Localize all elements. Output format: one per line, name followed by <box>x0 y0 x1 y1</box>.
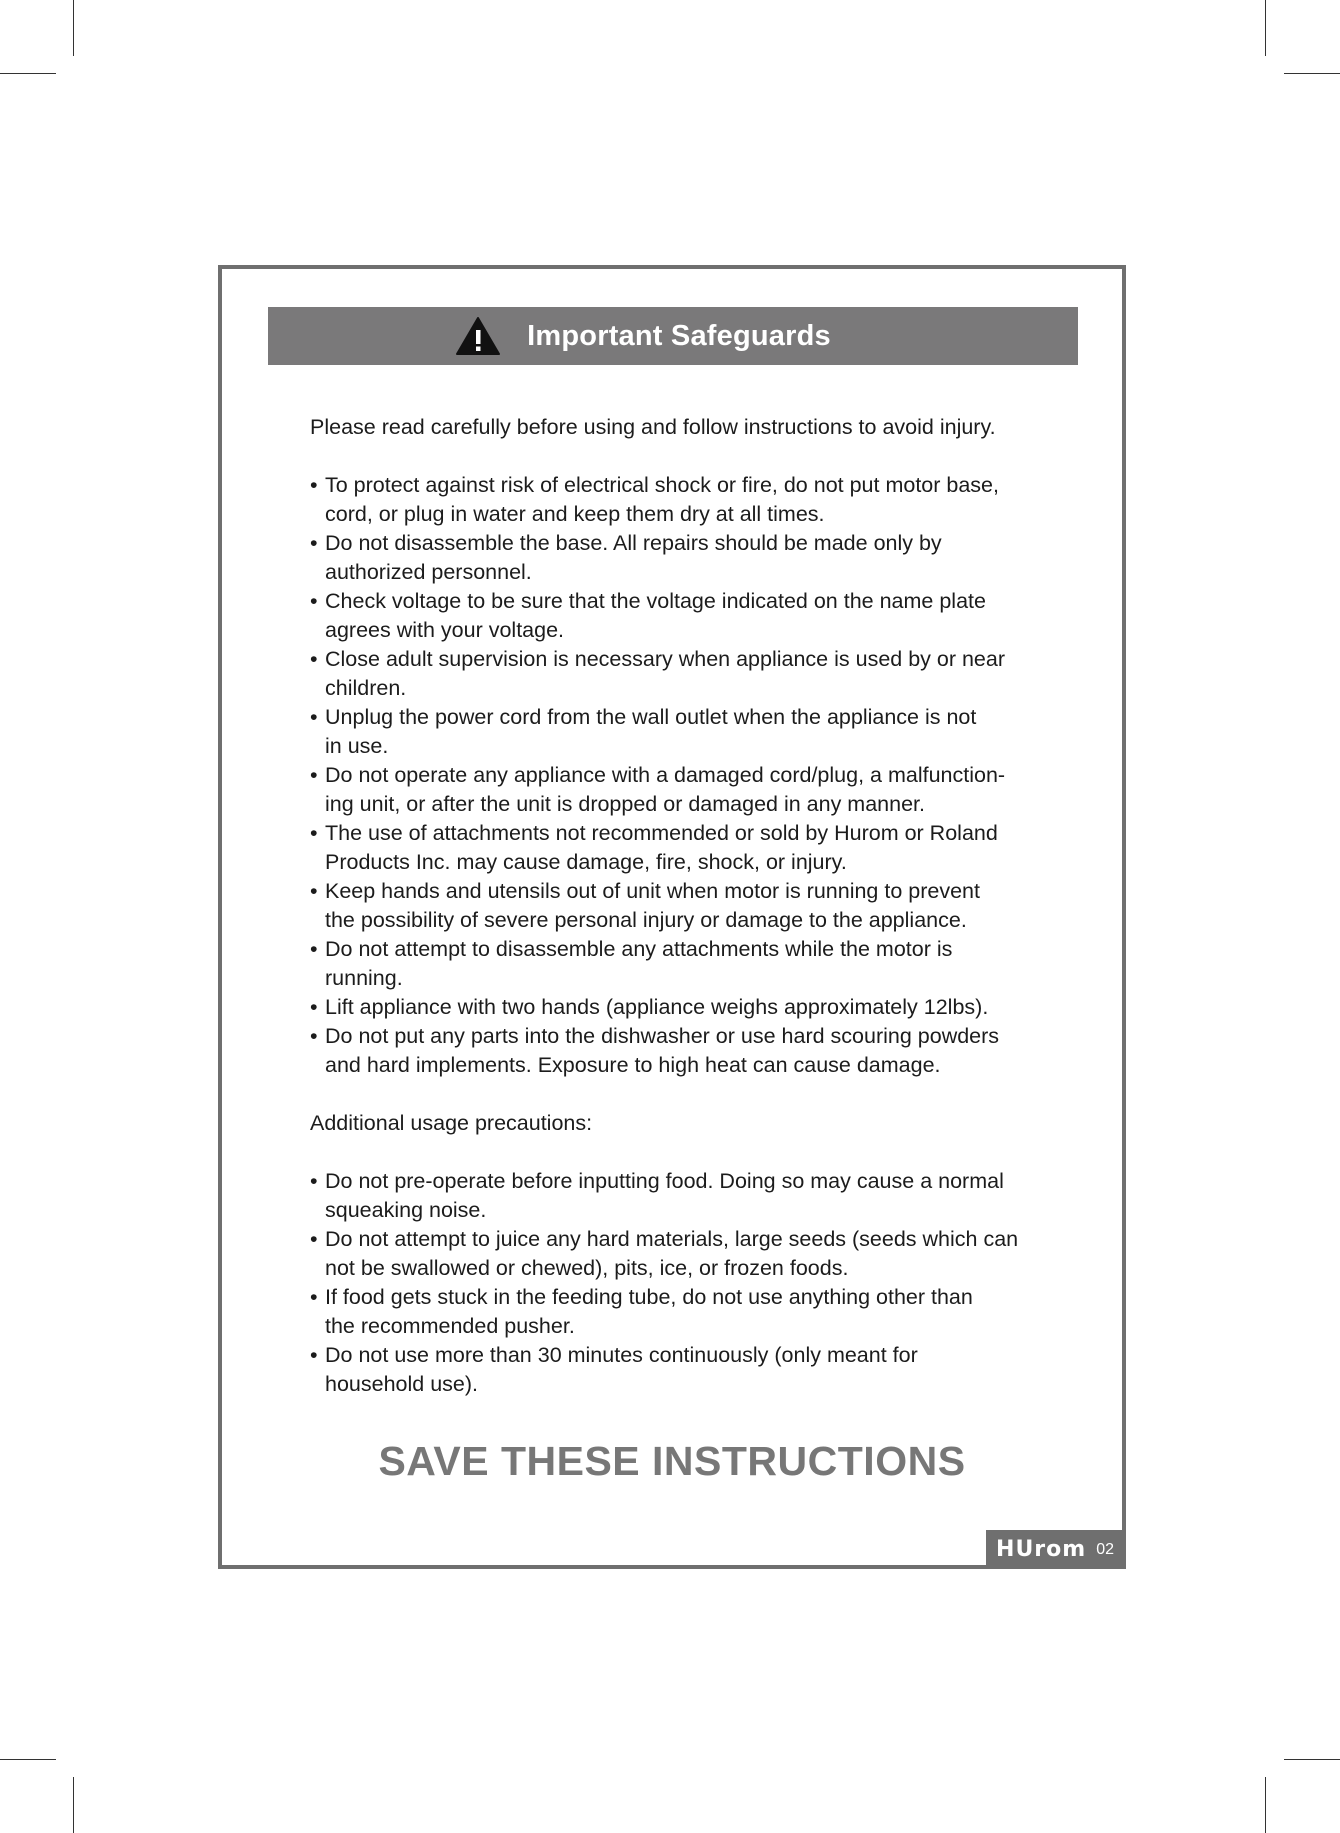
list-item <box>310 761 1070 819</box>
list-item-line: Do not pre-operate before inputting food. Doing so may cause a normal <box>325 1169 1004 1193</box>
list-item-line: not be swallowed or chewed), pits, ice, or frozen foods. <box>325 1256 849 1280</box>
crop-mark <box>73 0 74 56</box>
bullet: • <box>310 995 318 1019</box>
list-item <box>310 1283 1070 1341</box>
list-item-line: ing unit, or after the unit is dropped or damaged in any manner. <box>325 792 925 816</box>
list-item <box>310 587 1070 645</box>
list-item-line: Close adult supervision is necessary when appliance is used by or near <box>325 647 1006 671</box>
header-bar <box>268 307 1078 365</box>
list-item <box>310 819 1070 877</box>
list-item-line: authorized personnel. <box>325 560 532 584</box>
list-item-line: agrees with your voltage. <box>325 618 565 642</box>
list-item <box>310 529 1070 587</box>
list-item-line: in use. <box>325 734 389 758</box>
crop-mark <box>1265 1777 1266 1833</box>
bullet: • <box>310 531 318 555</box>
crop-mark <box>1284 1759 1340 1760</box>
list-item <box>310 1341 1070 1399</box>
list-item-line: Do not disassemble the base. All repairs should be made only by <box>325 531 942 555</box>
list-item-line: Do not put any parts into the dishwasher or use hard scouring powders <box>325 1024 1000 1048</box>
list-item-line: Lift appliance with two hands (appliance weighs approximately 12lbs). <box>325 995 989 1019</box>
list-item-line: Unplug the power cord from the wall outlet when the appliance is not <box>325 705 977 729</box>
footer-brand-box <box>986 1530 1126 1569</box>
bullet: • <box>310 763 318 787</box>
save-instructions-heading: SAVE THESE INSTRUCTIONS <box>378 1438 966 1484</box>
crop-mark <box>1284 73 1340 74</box>
list-item-line: children. <box>325 676 407 700</box>
bullet: • <box>310 821 318 845</box>
bullet: • <box>310 937 318 961</box>
list-item <box>310 935 1070 993</box>
crop-mark <box>1265 0 1266 56</box>
list-item-line: To protect against risk of electrical shock or fire, do not put motor base, <box>325 473 999 497</box>
list-item <box>310 471 1070 529</box>
list-item <box>310 1022 1070 1080</box>
list-item-line: squeaking noise. <box>325 1198 487 1222</box>
page-number: 02 <box>1096 1540 1114 1558</box>
bullet: • <box>310 879 318 903</box>
list-item <box>310 993 1070 1022</box>
intro-text: Please read carefully before using and follow instructions to avoid injury. <box>310 415 996 439</box>
list-item-line: household use). <box>325 1372 478 1396</box>
list-item-line: cord, or plug in water and keep them dry at all times. <box>325 502 825 526</box>
list-item <box>310 645 1070 703</box>
safeguard-list <box>310 471 1070 1080</box>
list-item-line: Products Inc. may cause damage, fire, shock, or injury. <box>325 850 847 874</box>
bullet: • <box>310 473 318 497</box>
bullet: • <box>310 1024 318 1048</box>
list-item-line: Keep hands and utensils out of unit when motor is running to prevent <box>325 879 980 903</box>
list-item-line: the possibility of severe personal injury or damage to the appliance. <box>325 908 967 932</box>
crop-mark <box>0 73 56 74</box>
list-item <box>310 703 1070 761</box>
list-item-line: Check voltage to be sure that the voltage indicated on the name plate <box>325 589 986 613</box>
hurom-logo: HUrom <box>996 1537 1087 1562</box>
bullet: • <box>310 1227 318 1251</box>
list-item <box>310 877 1070 935</box>
list-item-line: and hard implements. Exposure to high heat can cause damage. <box>325 1053 941 1077</box>
warning-triangle-icon <box>455 316 501 356</box>
list-item-line: Do not operate any appliance with a damaged cord/plug, a malfunction- <box>325 763 1006 787</box>
bullet: • <box>310 1343 318 1367</box>
list-item <box>310 1225 1070 1283</box>
list-item-line: The use of attachments not recommended or sold by Hurom or Roland <box>325 821 998 845</box>
crop-mark <box>0 1759 56 1760</box>
bullet: • <box>310 647 318 671</box>
bullet: • <box>310 1169 318 1193</box>
safeguards-content <box>310 413 1070 1399</box>
crop-mark <box>73 1777 74 1833</box>
page-title: Important Safeguards <box>527 319 831 352</box>
additional-title: Additional usage precautions: <box>310 1111 593 1135</box>
bullet: • <box>310 1285 318 1309</box>
list-item-line: Do not attempt to juice any hard materials, large seeds (seeds which can <box>325 1227 1019 1251</box>
list-item-line: Do not attempt to disassemble any attachments while the motor is <box>325 937 953 961</box>
precaution-list <box>310 1167 1070 1399</box>
list-item-line: the recommended pusher. <box>325 1314 575 1338</box>
list-item-line: If food gets stuck in the feeding tube, do not use anything other than <box>325 1285 973 1309</box>
list-item-line: Do not use more than 30 minutes continuously (only meant for <box>325 1343 918 1367</box>
bullet: • <box>310 589 318 613</box>
list-item <box>310 1167 1070 1225</box>
bullet: • <box>310 705 318 729</box>
list-item-line: running. <box>325 966 403 990</box>
